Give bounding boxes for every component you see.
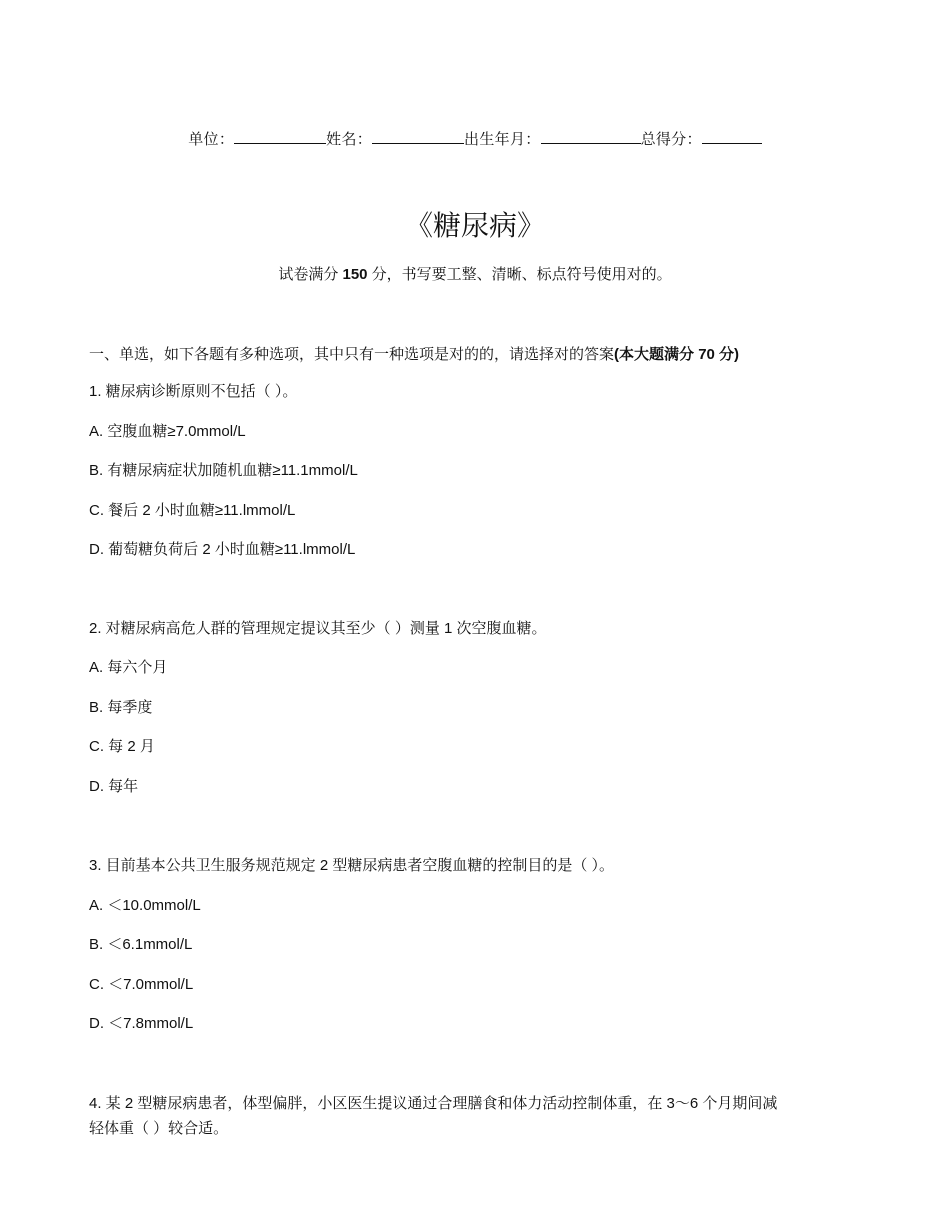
- unit-blank[interactable]: [234, 129, 326, 144]
- option-c[interactable]: C. 餐后 2 小时血糖≥11.lmmol/L: [89, 502, 296, 519]
- question-text-line1: 4. 某 2 型糖尿病患者，体型偏胖，小区医生提议通过合理膳食和体力活动控制体重，在 3～6 个月期间减: [89, 1095, 778, 1112]
- subtitle-pre: 试卷满分: [278, 266, 343, 283]
- score-label: 总得分：: [640, 131, 702, 148]
- birth-blank[interactable]: [541, 129, 641, 144]
- section-score: 70: [698, 346, 715, 363]
- option-b[interactable]: B. ＜6.1mmol/L: [89, 936, 193, 953]
- option-b[interactable]: B. 有糖尿病症状加随机血糖≥11.1mmol/L: [89, 462, 358, 479]
- question-text: 2. 对糖尿病高危人群的管理规定提议其至少（ ）测量 1 次空腹血糖。: [89, 620, 547, 637]
- total-score: 150: [342, 266, 368, 283]
- section-heading: [89, 343, 879, 364]
- name-blank[interactable]: [372, 129, 464, 144]
- section-note-post: 分): [714, 346, 740, 363]
- question-text: 3. 目前基本公共卫生服务规范规定 2 型糖尿病患者空腹血糖的控制目的是（ ）。: [89, 857, 615, 874]
- question-text-line2: 轻体重（ ）较合适。: [89, 1120, 229, 1137]
- exam-subtitle: [0, 263, 950, 284]
- option-c[interactable]: C. ＜7.0mmol/L: [89, 976, 194, 993]
- option-d[interactable]: D. 每年: [89, 778, 139, 795]
- section-note-pre: (本大题满分: [614, 346, 699, 363]
- option-d[interactable]: D. ＜7.8mmol/L: [89, 1015, 194, 1032]
- option-a[interactable]: A. 空腹血糖≥7.0mmol/L: [89, 423, 246, 440]
- option-b[interactable]: B. 每季度: [89, 699, 153, 716]
- option-c[interactable]: C. 每 2 月: [89, 738, 155, 755]
- option-a[interactable]: A. ＜10.0mmol/L: [89, 897, 201, 914]
- question-text: 1. 糖尿病诊断原则不包括（ ）。: [89, 383, 298, 400]
- section-text: 一、单选，如下各题有多种选项，其中只有一种选项是对的的，请选择对的答案: [89, 346, 615, 363]
- exam-header: [0, 128, 950, 149]
- option-a[interactable]: A. 每六个月: [89, 659, 168, 676]
- name-label: 姓名：: [326, 131, 373, 148]
- birth-label: 出生年月：: [464, 131, 541, 148]
- subtitle-post: 分，书写要工整、清晰、标点符号使用对的。: [367, 266, 672, 283]
- unit-label: 单位：: [188, 131, 235, 148]
- option-d[interactable]: D. 葡萄糖负荷后 2 小时血糖≥11.lmmol/L: [89, 541, 356, 558]
- page-title: 《糖尿病》: [404, 209, 545, 242]
- score-blank[interactable]: [702, 129, 762, 144]
